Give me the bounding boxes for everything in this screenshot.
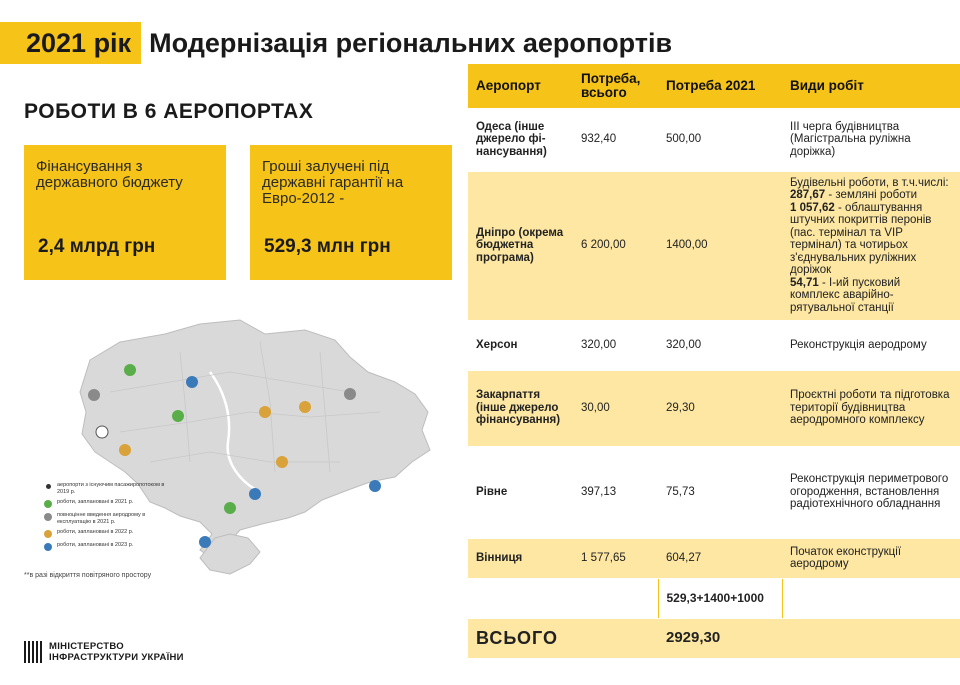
ministry-name-line: МІНІСТЕРСТВО	[49, 641, 124, 652]
ministry-name-line: ІНФРАСТРУКТУРИ УКРАЇНИ	[49, 652, 184, 663]
legend-item	[44, 512, 174, 525]
legend-item	[44, 542, 174, 551]
works-description: Реконструкція периметрового огородження, встановлення радіотехнічного обладнання	[782, 446, 960, 538]
works-description: Реконструкція аеродрому	[782, 320, 960, 370]
airport-name: Дніпро (окрема бюджетна програма)	[468, 171, 573, 320]
funding-card-label: Фінансування з державного бюджету	[36, 158, 183, 191]
works-item-text: - земляні роботи	[825, 189, 918, 202]
legend-text: роботи, заплановані в 2023 р.	[57, 542, 134, 548]
total-row	[468, 618, 960, 658]
works-description: III черга будівництва (Магістральна руліжна доріжка)	[782, 108, 960, 171]
need-total: 397,13	[573, 446, 658, 538]
legend-dot-icon	[44, 513, 52, 521]
column-header: Потреба 2021	[658, 64, 782, 108]
total-value: 2929,30	[658, 618, 782, 658]
works-amount: 54,71	[790, 276, 819, 289]
table-header-row	[468, 64, 960, 108]
works-amount: 1 057,62	[790, 201, 835, 214]
funding-card-budget	[24, 145, 226, 280]
need-total: 30,00	[573, 370, 658, 446]
table-row	[468, 108, 960, 171]
airport-name: Одеса (інше джерело фі-нансування)	[468, 108, 573, 171]
airport-name: Херсон	[468, 320, 573, 370]
legend-item	[44, 529, 174, 538]
table-row	[468, 446, 960, 538]
works-intro: Будівельні роботи, в т.ч.числі:	[790, 176, 949, 189]
works-item-text: - облаштування штучних покриттів перонів (пас. термінал та VIP термінал) та чотирьох з'єднувальних руліжних доріжок	[790, 201, 932, 277]
legend-dot-icon	[44, 500, 52, 508]
funding-card-value: 2,4 млрд грн	[38, 236, 156, 257]
header-year: 2021 рік	[0, 22, 141, 64]
page-header	[0, 22, 672, 64]
ministry-logo	[24, 641, 184, 663]
column-header: Види робіт	[782, 64, 960, 108]
airport-name: Закарпаття (інше джерело фінансування)	[468, 370, 573, 446]
legend-dot-icon	[44, 530, 52, 538]
airport-works-table	[468, 64, 960, 659]
map-legend	[44, 482, 174, 555]
airport-name: Рівне	[468, 446, 573, 538]
funding-card-guarantees	[250, 145, 452, 280]
works-item-text: - І-ий пусковий комплекс аварійно-рятувальної станції	[790, 276, 901, 314]
legend-text: повноцінне введення аеродрому в експлуатацію в 2021 р.	[57, 512, 146, 525]
works-description	[782, 171, 960, 320]
ministry-name	[49, 641, 184, 663]
table-row	[468, 320, 960, 370]
table-row	[468, 171, 960, 320]
works-amount: 287,67	[790, 189, 826, 202]
need-total: 1 577,65	[573, 538, 658, 578]
need-2021: 604,27	[658, 538, 782, 578]
works-description: Початок еконструкції аеродрому	[782, 538, 960, 578]
table-row	[468, 578, 960, 618]
need-2021: 29,30	[658, 370, 782, 446]
total-label: ВСЬОГО	[468, 618, 573, 658]
funding-card-value: 529,3 млн грн	[264, 236, 391, 257]
need-2021: 1400,00	[658, 171, 782, 320]
legend-item	[44, 482, 174, 495]
section-subtitle: РОБОТИ В 6 АЕРОПОРТАХ	[24, 100, 314, 123]
ministry-emblem-icon	[24, 641, 42, 663]
legend-dot-icon	[44, 543, 52, 551]
legend-dot-icon	[46, 484, 51, 489]
column-header: Потреба, всього	[573, 64, 658, 108]
need-total: 320,00	[573, 320, 658, 370]
airport-name: Вінниця	[468, 538, 573, 578]
need-2021: 500,00	[658, 108, 782, 171]
need-total: 6 200,00	[573, 171, 658, 320]
works-description: Проєктні роботи та підготовка території будівництва аеродромного комплексу	[782, 370, 960, 446]
legend-text: роботи, заплановані в 2021 р.	[57, 499, 134, 505]
legend-text: роботи, заплановані в 2022 р.	[57, 529, 134, 535]
need-total: 932,40	[573, 108, 658, 171]
table-row	[468, 538, 960, 578]
sum-breakdown: 529,3+1400+1000	[658, 578, 782, 618]
column-header: Аеропорт	[468, 64, 573, 108]
funding-card-label: Гроші залучені під державні гарантії на Евро-2012 -	[262, 158, 404, 207]
legend-item	[44, 499, 174, 508]
page-title: Модернізація регіональних аеропортів	[149, 27, 673, 58]
need-2021: 75,73	[658, 446, 782, 538]
legend-text: аеропорти з існуючим пасажиропотоком в 2019 р.	[57, 482, 165, 495]
map-footnote: **в разі відкриття повітряного простору	[24, 572, 152, 579]
need-2021: 320,00	[658, 320, 782, 370]
table-row	[468, 370, 960, 446]
